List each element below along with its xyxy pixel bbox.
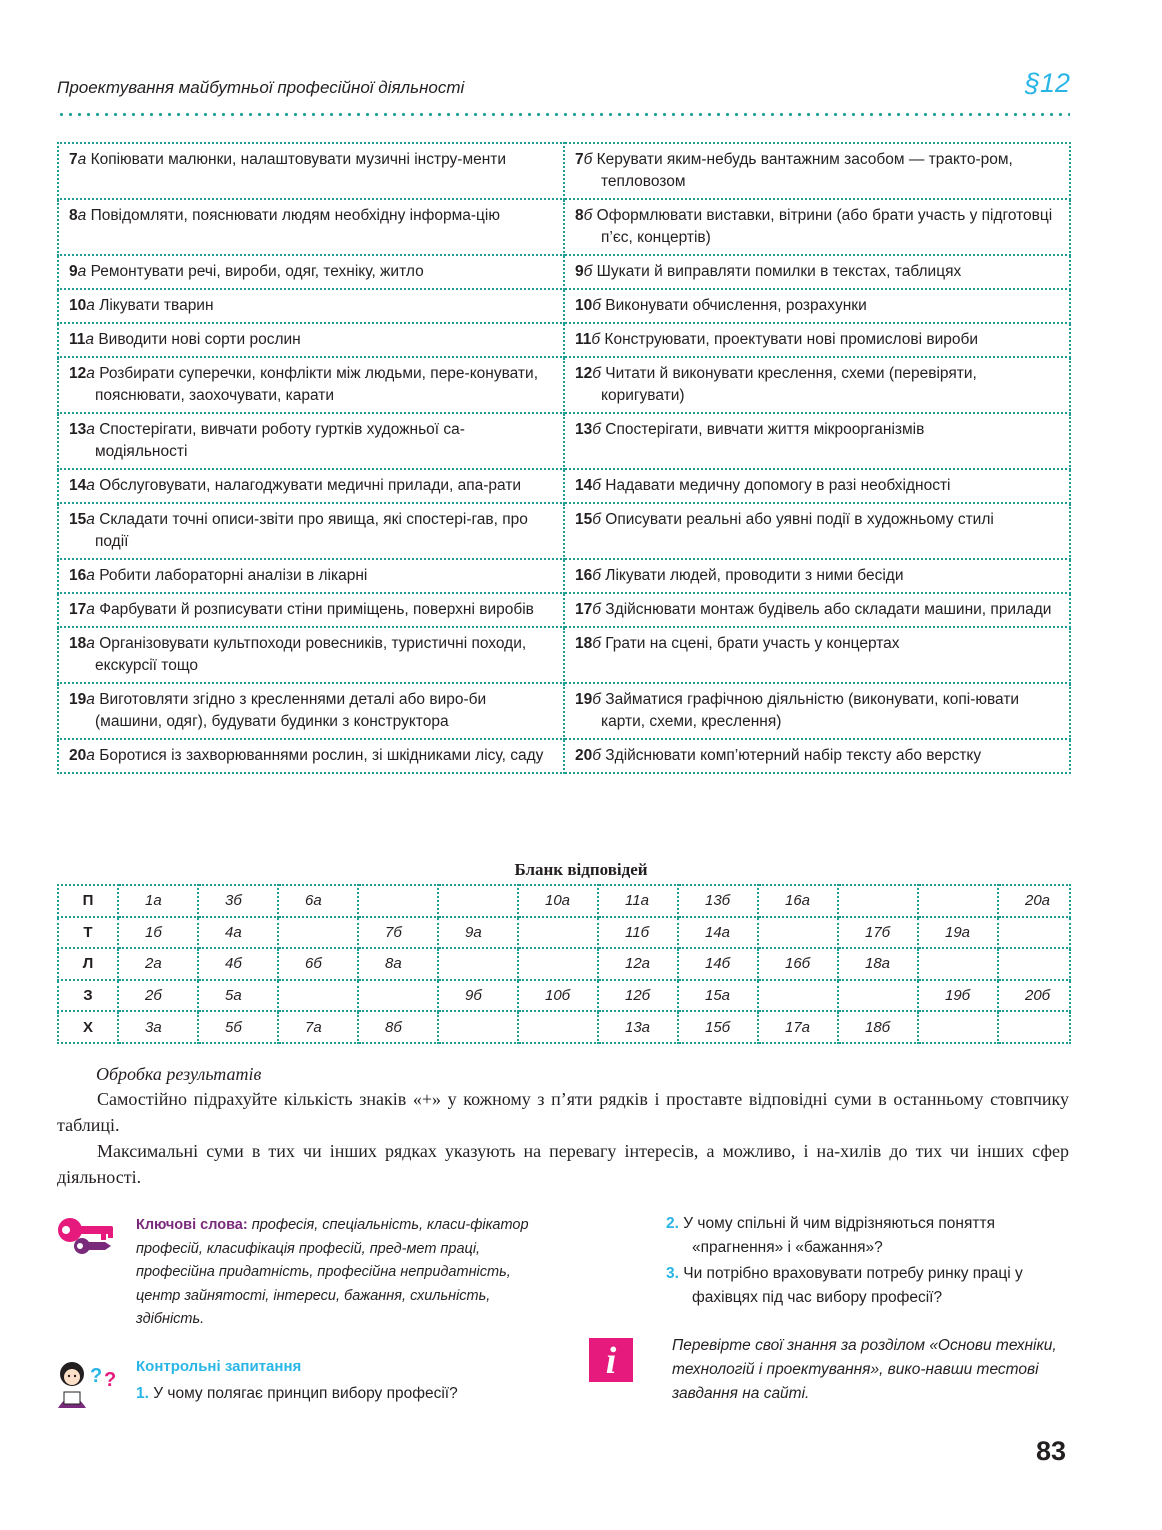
item-letter: б	[592, 297, 601, 314]
questionnaire-cell-b	[564, 143, 1070, 199]
questionnaire-row	[58, 143, 1070, 199]
answer-cell: 6б	[278, 948, 358, 980]
questionnaire-row	[58, 357, 1070, 413]
item-number: 19	[575, 691, 593, 708]
student-question-icon	[52, 1358, 122, 1410]
questionnaire-row	[58, 559, 1070, 593]
item-letter: б	[592, 601, 601, 618]
answer-row	[58, 885, 1070, 917]
item-letter: б	[583, 263, 593, 280]
item-letter: а	[86, 691, 95, 708]
answer-row	[58, 1011, 1070, 1043]
questionnaire-cell-b	[564, 593, 1070, 627]
answer-row-label: Т	[58, 917, 118, 949]
paragraph-marker: §12	[1024, 68, 1070, 98]
answer-cell: 3б	[198, 885, 278, 917]
questionnaire-cell-a	[58, 559, 564, 593]
item-letter: а	[86, 567, 95, 584]
item-text: Виводити нові сорти рослин	[98, 331, 301, 348]
questionnaire-cell-a	[58, 323, 564, 357]
answer-cell	[918, 948, 998, 980]
item-text: Виконувати обчислення, розрахунки	[605, 297, 867, 314]
item-number: 13	[575, 421, 593, 438]
questionnaire-cell-b	[564, 503, 1070, 559]
item-text: Керувати яким-небудь вантажним засобом — тракто-ром, тепловозом	[596, 151, 1013, 190]
item-letter: а	[86, 511, 95, 528]
answer-sheet-title: Бланк відповідей	[514, 860, 648, 879]
answer-cell	[438, 948, 518, 980]
item-letter: б	[591, 331, 601, 348]
keywords-block	[136, 1214, 541, 1332]
item-number: 19	[69, 691, 87, 708]
questionnaire-row	[58, 593, 1070, 627]
item-number: 10	[575, 297, 593, 314]
answer-cell	[438, 885, 518, 917]
answer-cell	[518, 917, 598, 949]
questionnaire-cell-b	[564, 683, 1070, 739]
questionnaire-cell-a	[58, 289, 564, 323]
answer-cell: 14б	[678, 948, 758, 980]
item-number: 12	[69, 365, 87, 382]
processing-title: Обробка результатів	[96, 1064, 262, 1084]
item-letter: б	[592, 511, 601, 528]
answer-cell: 12а	[598, 948, 678, 980]
questionnaire-cell-b	[564, 323, 1070, 357]
answer-cell	[278, 917, 358, 949]
answer-cell	[838, 980, 918, 1012]
item-letter: б	[592, 691, 601, 708]
answer-row-label: Л	[58, 948, 118, 980]
answer-cell	[358, 980, 438, 1012]
item-number: 8	[575, 207, 584, 224]
page-number: 83	[1035, 1436, 1066, 1466]
item-number: 16	[69, 567, 87, 584]
item-number: 13	[69, 421, 87, 438]
item-text: Читати й виконувати креслення, схеми (перевіряти, коригувати)	[601, 365, 977, 404]
item-letter: а	[86, 747, 95, 764]
info-icon: i	[589, 1338, 633, 1382]
item-letter: а	[86, 297, 95, 314]
item-text: Повідомляти, пояснювати людям необхідну інформа-цію	[90, 207, 501, 224]
item-letter: б	[592, 421, 601, 438]
item-number: 20	[575, 747, 593, 764]
answer-cell: 20а	[998, 885, 1070, 917]
questionnaire-row	[58, 739, 1070, 773]
questionnaire-cell-b	[564, 627, 1070, 683]
answer-row-label: З	[58, 980, 118, 1012]
item-text: Копіювати малюнки, налаштовувати музичні інстру-менти	[90, 151, 507, 168]
answer-cell: 10б	[518, 980, 598, 1012]
item-letter: б	[592, 477, 601, 494]
item-number: 12	[575, 365, 593, 382]
answer-cell	[998, 1011, 1070, 1043]
answer-cell	[918, 1011, 998, 1043]
answer-cell: 5а	[198, 980, 278, 1012]
questionnaire-row	[58, 469, 1070, 503]
answer-cell	[758, 980, 838, 1012]
questionnaire-cell-a	[58, 143, 564, 199]
item-letter: б	[592, 635, 601, 652]
item-number: 11	[69, 331, 86, 348]
answer-cell: 13а	[598, 1011, 678, 1043]
answer-cell: 10а	[518, 885, 598, 917]
item-letter: а	[86, 421, 95, 438]
item-text: Надавати медичну допомогу в разі необхідності	[605, 477, 951, 494]
answer-cell: 16а	[758, 885, 838, 917]
questionnaire-row	[58, 627, 1070, 683]
answer-cell: 20б	[998, 980, 1070, 1012]
item-text: Робити лабораторні аналізи в лікарні	[99, 567, 368, 584]
item-number: 14	[575, 477, 593, 494]
item-number: 8	[69, 207, 78, 224]
item-letter: а	[86, 635, 95, 652]
question-3: 3. Чи потрібно враховувати потребу ринку праці у фахівцях під час вибору професії?	[666, 1265, 1023, 1306]
item-number: 18	[69, 635, 87, 652]
keywords-label: Ключові слова:	[136, 1217, 248, 1233]
svg-text:?: ?	[90, 1365, 103, 1387]
questionnaire-row	[58, 289, 1070, 323]
questionnaire-row	[58, 255, 1070, 289]
answer-cell	[998, 948, 1070, 980]
answer-cell	[518, 1011, 598, 1043]
questionnaire-cell-a	[58, 413, 564, 469]
item-number: 17	[575, 601, 593, 618]
item-number: 11	[575, 331, 592, 348]
answer-row	[58, 980, 1070, 1012]
answer-cell: 11а	[598, 885, 678, 917]
answer-cell: 5б	[198, 1011, 278, 1043]
answer-cell	[918, 885, 998, 917]
keywords-text: професія, спеціальність, класи-фікатор професій, класифікація професій, пред-мет праці, професійна придатність, професійна непридатність, центр зайнятості, інтереси, бажання, схильність, здібність.	[136, 1217, 529, 1327]
item-letter: а	[86, 477, 95, 494]
answer-cell: 18б	[838, 1011, 918, 1043]
item-number: 7	[69, 151, 78, 168]
header-divider	[57, 112, 1070, 117]
answer-cell: 17б	[838, 917, 918, 949]
item-text: Боротися із захворюваннями рослин, зі шкідниками лісу, саду	[99, 747, 544, 764]
item-letter: б	[583, 207, 593, 224]
answer-cell: 3а	[118, 1011, 198, 1043]
answer-cell: 2б	[118, 980, 198, 1012]
answer-cell	[998, 917, 1070, 949]
item-letter: а	[77, 207, 87, 224]
item-text: Описувати реальні або уявні події в художньому стилі	[605, 511, 994, 528]
item-number: 7	[575, 151, 584, 168]
item-text: Складати точні описи-звіти про явища, які спостері-гав, про події	[95, 511, 528, 550]
answer-cell	[358, 885, 438, 917]
item-text: Шукати й виправляти помилки в текстах, таблицях	[596, 263, 962, 280]
item-letter: б	[592, 747, 601, 764]
answer-cell: 6а	[278, 885, 358, 917]
item-number: 15	[69, 511, 87, 528]
item-letter: а	[86, 365, 95, 382]
question-1: 1. У чому полягає принцип вибору професії?	[136, 1385, 458, 1402]
answer-cell: 17а	[758, 1011, 838, 1043]
running-title: Проектування майбутньої професійної діяльності	[57, 78, 465, 97]
item-text: Лікувати тварин	[99, 297, 214, 314]
questionnaire-row	[58, 683, 1070, 739]
questionnaire-cell-b	[564, 559, 1070, 593]
answer-cell: 8а	[358, 948, 438, 980]
item-letter: а	[86, 601, 95, 618]
answer-cell: 9б	[438, 980, 518, 1012]
item-text: Організовувати культпоходи ровесників, туристичні походи, екскурсії тощо	[95, 635, 527, 674]
item-text: Спостерігати, вивчати роботу гуртків художньої са-модіяльності	[95, 421, 465, 460]
question-2: 2. У чому спільні й чим відрізняються поняття «прагнення» і «бажання»?	[666, 1215, 995, 1256]
answer-cell: 7а	[278, 1011, 358, 1043]
questionnaire-cell-b	[564, 199, 1070, 255]
page-header	[57, 68, 1070, 108]
item-text: Лікувати людей, проводити з ними бесіди	[605, 567, 904, 584]
item-text: Ремонтувати речі, вироби, одяг, техніку, житло	[90, 263, 424, 280]
questionnaire-row	[58, 413, 1070, 469]
key-icon	[55, 1215, 119, 1257]
answer-sheet-table	[57, 884, 1071, 1044]
questionnaire-cell-b	[564, 289, 1070, 323]
item-letter: б	[592, 567, 601, 584]
item-number: 14	[69, 477, 87, 494]
item-text: Обслуговувати, налагоджувати медичні прилади, апа-рати	[99, 477, 522, 494]
questionnaire-cell-a	[58, 255, 564, 289]
item-text: Здійснювати монтаж будівель або складати машини, прилади	[605, 601, 1052, 618]
item-text: Конструювати, проектувати нові промислові вироби	[604, 331, 979, 348]
answer-cell	[278, 980, 358, 1012]
processing-paragraph-2: Максимальні суми в тих чи інших рядках указують на перевагу інтересів, а можливо, і на-хилів до тих чи інших сфер діяльності.	[57, 1141, 1069, 1187]
answer-cell: 15б	[678, 1011, 758, 1043]
item-text: Розбирати суперечки, конфлікти між людьми, пере-конувати, пояснювати, заохочувати, карати	[95, 365, 539, 404]
item-letter: б	[583, 151, 593, 168]
answer-cell: 16б	[758, 948, 838, 980]
item-text: Спостерігати, вивчати життя мікроорганізмів	[605, 421, 925, 438]
questionnaire-cell-a	[58, 199, 564, 255]
questionnaire-cell-a	[58, 627, 564, 683]
questionnaire-cell-b	[564, 469, 1070, 503]
answer-cell: 14а	[678, 917, 758, 949]
answer-cell: 7б	[358, 917, 438, 949]
answer-cell: 8б	[358, 1011, 438, 1043]
item-text: Оформлювати виставки, вітрини (або брати участь у підготовці п’єс, концертів)	[596, 207, 1053, 246]
answer-cell	[758, 917, 838, 949]
questionnaire-row	[58, 503, 1070, 559]
item-text: Фарбувати й розписувати стіни приміщень, поверхні виробів	[99, 601, 534, 618]
control-questions-title: Контрольні запитання	[136, 1358, 302, 1375]
item-number: 17	[69, 601, 87, 618]
item-letter: а	[77, 151, 87, 168]
item-number: 10	[69, 297, 87, 314]
item-number: 16	[575, 567, 593, 584]
answer-cell: 4б	[198, 948, 278, 980]
answer-row-label: Х	[58, 1011, 118, 1043]
questionnaire-row	[58, 323, 1070, 357]
svg-text:?: ?	[104, 1369, 117, 1391]
answer-row	[58, 917, 1070, 949]
questionnaire-cell-a	[58, 593, 564, 627]
questionnaire-cell-a	[58, 503, 564, 559]
answer-cell: 1б	[118, 917, 198, 949]
item-letter: а	[77, 263, 87, 280]
questionnaire-row	[58, 199, 1070, 255]
item-number: 9	[69, 263, 78, 280]
answer-cell: 19б	[918, 980, 998, 1012]
answer-cell: 19а	[918, 917, 998, 949]
questionnaire-cell-b	[564, 357, 1070, 413]
item-number: 9	[575, 263, 584, 280]
item-letter: а	[85, 331, 95, 348]
questionnaire-cell-a	[58, 739, 564, 773]
answer-cell: 2а	[118, 948, 198, 980]
answer-cell: 4а	[198, 917, 278, 949]
questionnaire-table	[57, 142, 1071, 774]
item-text: Грати на сцені, брати участь у концертах	[605, 635, 900, 652]
answer-cell	[518, 948, 598, 980]
item-text: Виготовляти згідно з кресленнями деталі або виро-би (машини, одяг), будувати будинки з конструктора	[95, 691, 487, 730]
answer-cell: 18а	[838, 948, 918, 980]
questionnaire-cell-b	[564, 739, 1070, 773]
answer-cell: 1а	[118, 885, 198, 917]
item-number: 18	[575, 635, 593, 652]
questionnaire-cell-b	[564, 255, 1070, 289]
item-number: 20	[69, 747, 87, 764]
answer-cell: 13б	[678, 885, 758, 917]
questionnaire-cell-a	[58, 357, 564, 413]
answer-cell	[438, 1011, 518, 1043]
answer-cell: 9а	[438, 917, 518, 949]
item-letter: б	[592, 365, 601, 382]
item-text: Займатися графічною діяльністю (виконувати, копі-ювати карти, схеми, креслення)	[601, 691, 1020, 730]
questionnaire-cell-b	[564, 413, 1070, 469]
answer-cell: 15а	[678, 980, 758, 1012]
item-number: 15	[575, 511, 593, 528]
answer-row	[58, 948, 1070, 980]
info-text: Перевірте свої знання за розділом «Основи техніки, технологій і проектування», вико-навши тестові завдання на сайті.	[672, 1337, 1057, 1402]
questionnaire-cell-a	[58, 469, 564, 503]
questionnaire-cell-a	[58, 683, 564, 739]
answer-row-label: П	[58, 885, 118, 917]
processing-paragraph-1: Самостійно підрахуйте кількість знаків «+» у кожному з п’яти рядків і проставте відповідні суми в останньому стовпчику таблиці.	[57, 1089, 1069, 1135]
item-text: Здійснювати комп’ютерний набір тексту або верстку	[605, 747, 982, 764]
answer-cell: 12б	[598, 980, 678, 1012]
answer-cell: 11б	[598, 917, 678, 949]
answer-cell	[838, 885, 918, 917]
